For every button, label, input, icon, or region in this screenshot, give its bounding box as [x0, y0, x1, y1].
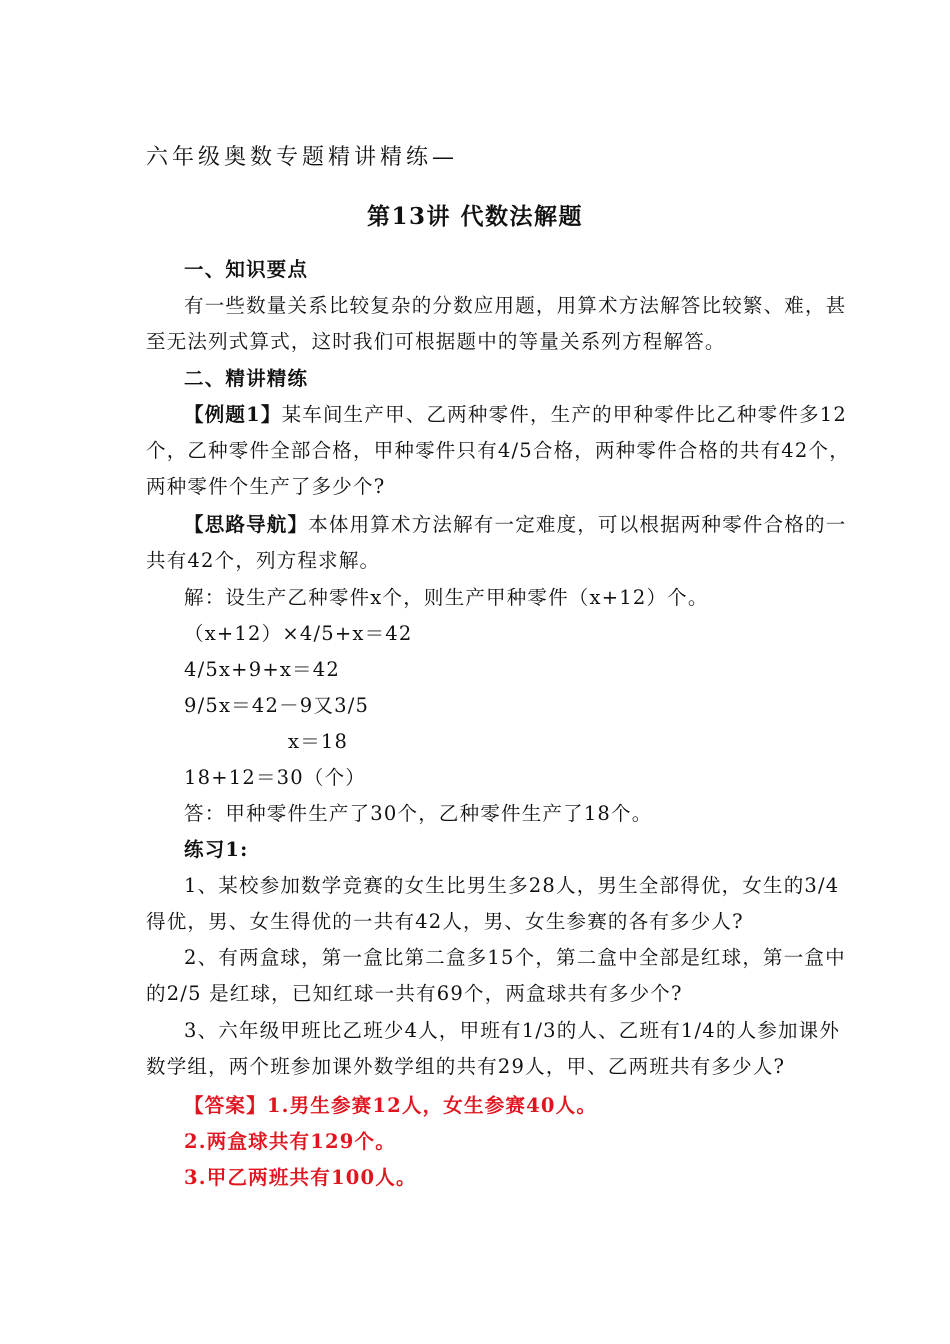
practice-problem-line: 数学组，两个班参加课外数学组的共有29人，甲、乙两班共有多少人?: [146, 1055, 786, 1078]
solution-answer: 答：甲种零件生产了30个，乙种零件生产了18个。: [184, 802, 653, 825]
answer-item: 1.男生参赛12人，女生参赛40人。: [266, 1094, 598, 1117]
example-line: 个，乙种零件全部合格，甲种零件只有4/5合格，两种零件合格的共有42个，: [146, 439, 850, 462]
practice-problem-line: 1、某校参加数学竞赛的女生比男生多28人，男生全部得优，女生的3/4: [184, 874, 840, 897]
practice-heading: 练习1:: [184, 838, 249, 861]
practice-problem-line: 的2/5 是红球，已知红球一共有69个，两盒球共有多少个?: [146, 982, 683, 1005]
answer-item: 2.两盒球共有129个。: [184, 1130, 396, 1153]
solution-step: （x+12）×4/5+x＝42: [184, 622, 413, 645]
solution-step: 9/5x＝42－9又3/5: [184, 694, 370, 717]
paragraph-line: 有一些数量关系比较复杂的分数应用题，用算术方法解答比较繁、难，甚: [184, 294, 847, 317]
example-line: 两种零件个生产了多少个?: [146, 475, 386, 498]
practice-problem-line: 3、六年级甲班比乙班少4人，甲班有1/3的人、乙班有1/4的人参加课外: [184, 1019, 841, 1042]
paragraph-line: 至无法列式算式，这时我们可根据题中的等量关系列方程解答。: [146, 330, 726, 353]
section-heading-knowledge: 一、知识要点: [184, 258, 309, 281]
section-heading-practice: 二、精讲精练: [184, 367, 309, 390]
practice-problem-line: 2、有两盒球，第一盒比第二盒多15个，第二盒中全部是红球，第一盒中: [184, 946, 846, 969]
answer-line: [184, 1094, 597, 1118]
answer-item: 3.甲乙两班共有100人。: [184, 1166, 417, 1189]
example-tag: 【例题1】: [184, 403, 282, 426]
solution-step: 4/5x+9+x＝42: [184, 658, 340, 681]
example-text: 某车间生产甲、乙两种零件，生产的甲种零件比乙种零件多12: [281, 403, 847, 426]
hint-text: 本体用算术方法解有一定难度，可以根据两种零件合格的一: [308, 513, 847, 536]
hint-line: 共有42个，列方程求解。: [146, 549, 381, 572]
solution-step: x＝18: [288, 730, 349, 753]
hint-line: [184, 513, 846, 537]
lecture-title: 第13讲 代数法解题: [366, 203, 583, 230]
hint-tag: 【思路导航】: [184, 513, 309, 536]
example-line: [184, 403, 847, 427]
solution-step: 18+12＝30（个）: [184, 766, 366, 789]
practice-problem-line: 得优，男、女生得优的一共有42人，男、女生参赛的各有多少人?: [146, 910, 744, 933]
solution-intro: 解：设生产乙种零件x个，则生产甲种零件（x+12）个。: [184, 586, 709, 609]
series-title: 六年级奥数专题精讲精练—: [146, 145, 459, 170]
answer-tag: 【答案】: [184, 1094, 267, 1117]
